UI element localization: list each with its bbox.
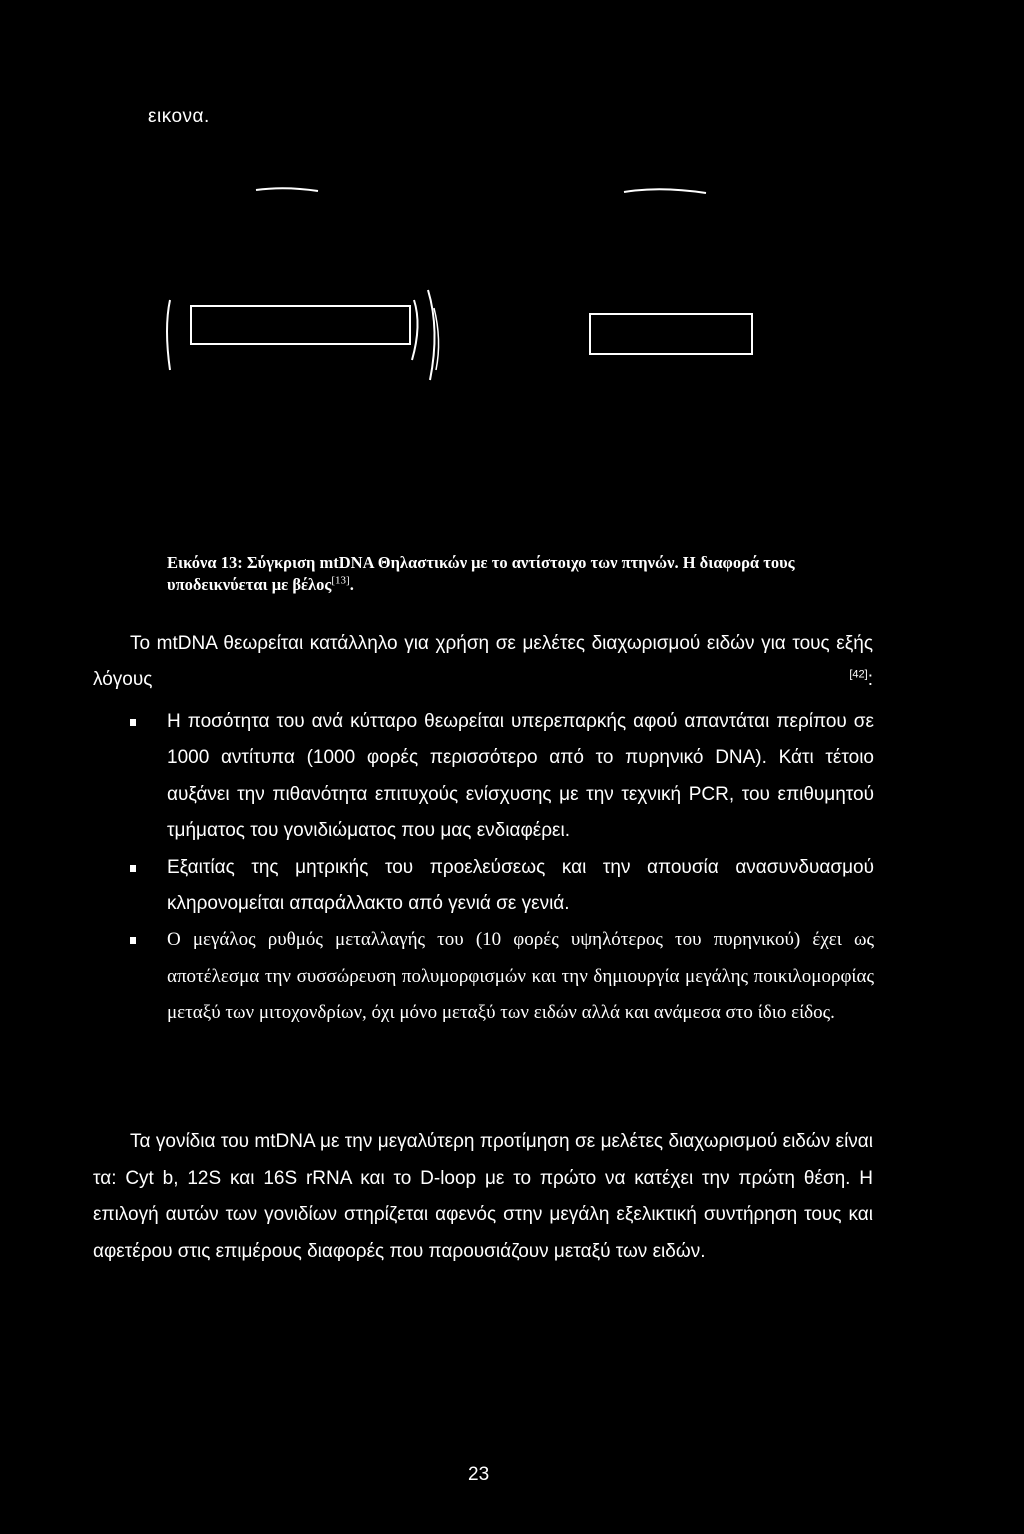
genes-paragraph: Τα γονίδια του mtDNA με την μεγαλύτερη προτίμηση σε μελέτες διαχωρισμού ειδών είναι τα: Cyt b, 12S και 16S rRNA και το D-loop με το πρώτο να κατέχει την πρώτη θέση. Η επιλογή αυτών των γονιδίων στηρίζεται αφενός στην μεγάλη εξελικτική συντήρηση τους και αφετέρου στις επιμέρους διαφορές που παρουσιάζουν μεταξύ των ειδών.: [93, 1131, 873, 1262]
bullet-marker: [130, 937, 136, 944]
list-item: [130, 922, 874, 1031]
list-item: [130, 850, 874, 923]
intro-text-wrap: [93, 626, 873, 698]
figure-left-close-bracket-2: [428, 290, 435, 380]
figure-caption-end: .: [349, 575, 354, 594]
top-fragment-text: εικονα.: [148, 106, 210, 127]
intro-citation: [42]: [849, 668, 868, 681]
intro-end: :: [867, 669, 873, 690]
bullet-marker: [130, 865, 136, 872]
bullet-marker: [130, 719, 136, 726]
list-item: [130, 704, 874, 850]
figure-top-stroke-left: [256, 188, 318, 191]
mtdna-comparison-figure: [150, 170, 770, 390]
figure-caption-citation: [13]: [331, 574, 350, 587]
figure-left-close-bracket-1: [412, 300, 418, 360]
intro-text: Το mtDNA θεωρείται κατάλληλο για χρήση σε μελέτες διαχωρισμού ειδών για τους εξής λόγους: [93, 633, 873, 690]
reasons-list: [130, 704, 874, 1032]
intro-paragraph: [93, 626, 873, 698]
figure-caption: [167, 552, 873, 596]
list-item-text: Εξαιτίας της μητρικής του προελεύσεως και την απουσία ανασυνδυασμού κληρονομείται απαράλλακτο από γενιά σε γενιά.: [167, 856, 874, 915]
figure-top-stroke-right: [624, 189, 706, 193]
list-item-text: Η ποσότητα του ανά κύτταρο θεωρείται υπερεπαρκής αφού απαντάται περίπου σε 1000 αντίτυπα (1000 φορές περισσότερο από το πυρηνικό DNA). Κάτι τέτοιο αυξάνει την πιθανότητα επιτυχούς ενίσχυσης με την τεχνική PCR, του επιθυμητού τμήματος του γονιδιώματος που μας ενδιαφέρει.: [167, 711, 874, 842]
figure-right-box: [590, 314, 752, 354]
list-item-text: Ο μεγάλος ρυθμός μεταλλαγής του (10 φορές υψηλότερος του πυρηνικού) έχει ως αποτέλεσμα την συσσώρευση πολυμορφισμών και την δημιουργία μεγάλης ποικιλομορφίας μεταξύ των μιτοχονδρίων, όχι μόνο μεταξύ των ειδών αλλά και ανάμεσα στο ίδιο είδος.: [167, 929, 874, 1024]
page-number: 23: [468, 1464, 490, 1485]
figure-left-box: [191, 306, 410, 344]
figure-left-open-bracket: [167, 300, 170, 370]
figure-caption-text: Εικόνα 13: Σύγκριση mtDNA Θηλαστικών με το αντίστοιχο των πτηνών. Η διαφορά τους υποδεικνύεται με βέλος: [167, 553, 795, 594]
